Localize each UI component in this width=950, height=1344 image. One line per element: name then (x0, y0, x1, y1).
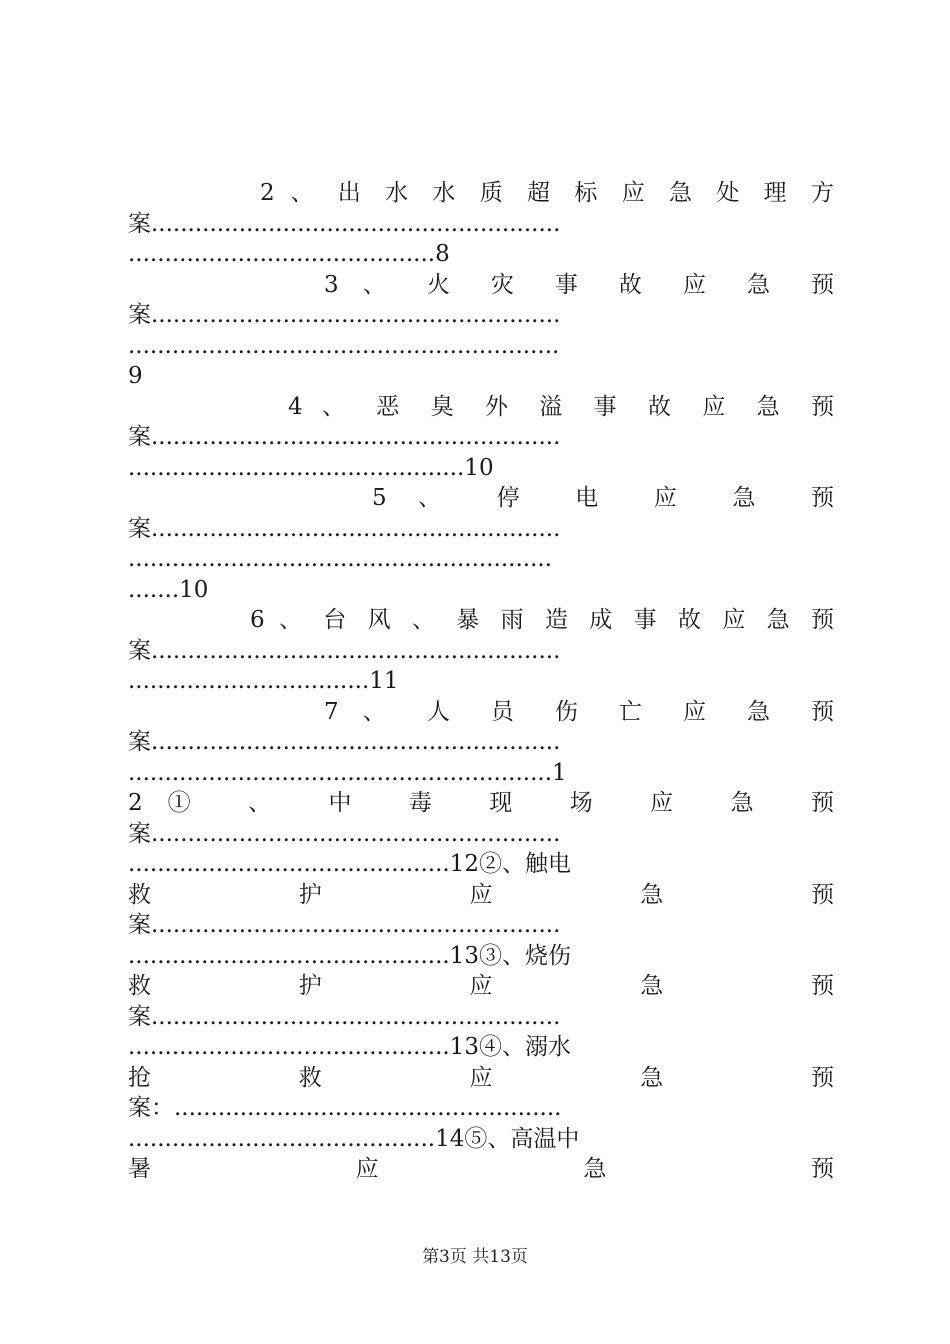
table-of-contents (128, 178, 834, 1185)
toc-line: ..........................................................1 (128, 759, 567, 786)
toc-line: ............................................13④、溺水 (128, 1034, 571, 1060)
toc-line: .................................11 (128, 668, 399, 694)
toc-line: 5 、 停 电 应 急 预 (372, 485, 834, 511)
toc-line: 2 、 出 水 水 质 超 标 应 急 处 理 方 (260, 180, 834, 206)
toc-line: 救 护 应 急 预 (128, 881, 834, 908)
toc-line: 案........................................................ (128, 820, 561, 847)
toc-line: ..........................................8 (128, 241, 450, 267)
toc-line: 6 、 台 风 、 暴 雨 造 成 事 故 应 急 预 (250, 607, 834, 633)
toc-line: 救 护 应 急 预 (128, 973, 834, 999)
toc-line: 暑 应 急 预 (128, 1156, 834, 1182)
toc-line: .......................................................... (128, 546, 553, 572)
toc-line: 案........................................................ (128, 729, 561, 755)
toc-line: .......10 (128, 576, 209, 603)
toc-line: 案........................................................ (128, 515, 561, 542)
toc-line: 抢 救 应 急 预 (128, 1064, 834, 1091)
toc-line: 3 、 火 灾 事 故 应 急 预 (324, 271, 834, 298)
toc-line: 9 (128, 363, 143, 389)
toc-line: 案........................................................ (128, 210, 561, 237)
toc-line: 7 、 人 员 伤 亡 应 急 预 (324, 698, 834, 725)
toc-line: 4 、 恶 臭 外 溢 事 故 应 急 预 (288, 393, 834, 420)
toc-line: 案........................................................ (128, 424, 561, 450)
toc-line: ........................................................... (128, 332, 560, 359)
toc-line: 案........................................................ (128, 637, 561, 664)
toc-line: ............................................12②、触电 (128, 851, 571, 877)
toc-line: 案........................................................ (128, 302, 561, 328)
toc-line: ............................................13③、烧伤 (128, 942, 571, 969)
page-footer: 第3页 共13页 (422, 1247, 528, 1267)
toc-line: 案........................................................ (128, 1003, 561, 1030)
toc-line: ..............................................10 (128, 454, 494, 481)
toc-line: 2① 、 中 毒 现 场 应 急 预 (128, 790, 834, 816)
toc-line: ..........................................14⑤、高温中 (128, 1125, 580, 1152)
toc-line: 案........................................................ (128, 912, 561, 938)
toc-line: 案：..................................................... (128, 1095, 562, 1121)
